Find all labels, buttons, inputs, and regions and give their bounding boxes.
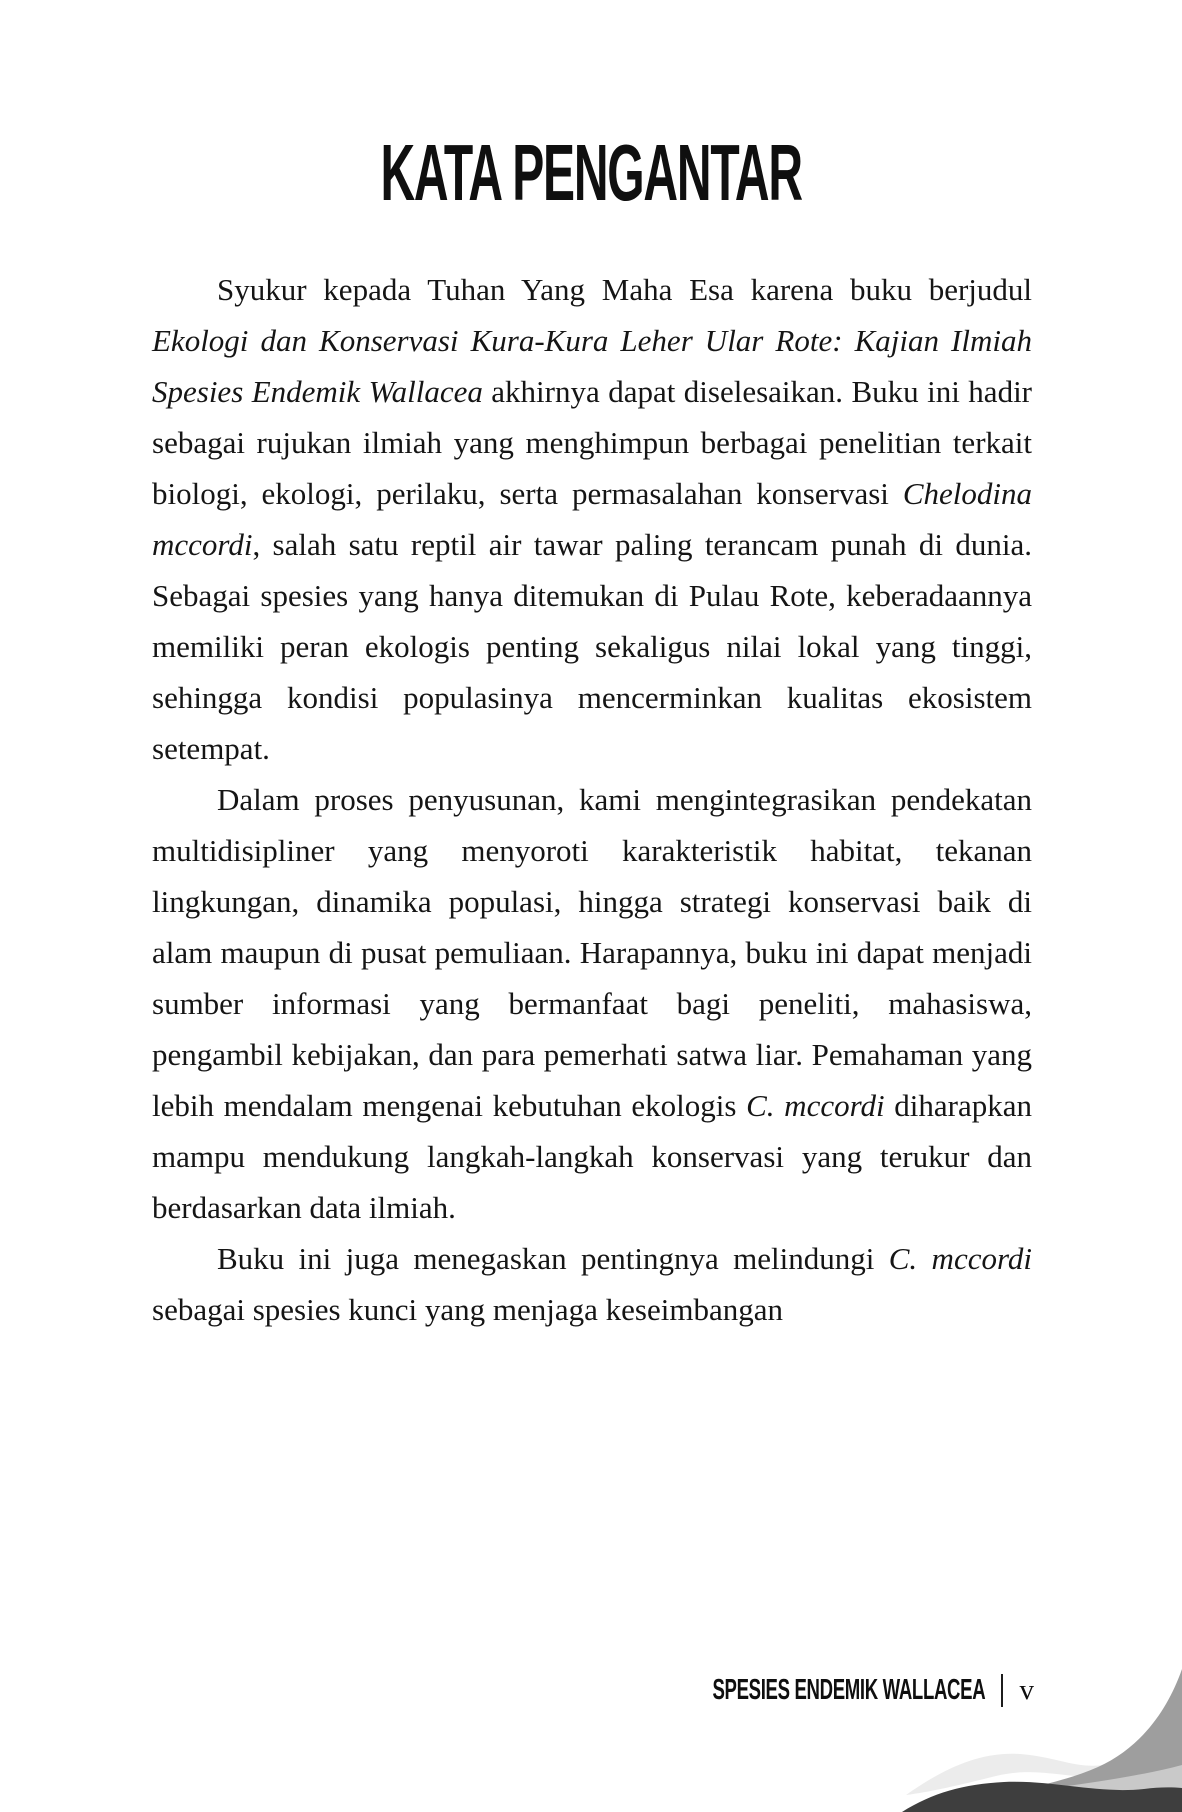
paragraph: Dalam proses penyusunan, kami mengintegrasikan pendekatan multidisipliner yang menyoroti karakteristik habitat, tekanan lingkungan, dinamika populasi, hingga strategi konservasi baik di alam maupun di pusat pemuliaan. Harapannya, buku ini dapat menjadi sumber informasi yang bermanfaat bagi peneliti, mahasiswa, pengambil kebijakan, dan para pemerhati satwa liar. Pemahaman yang lebih mendalam mengenai kebutuhan ekologis C. mccordi diharapkan mampu mendukung langkah-langkah konservasi yang terukur dan berdasarkan data ilmiah. — [152, 782, 1032, 1225]
preface-paragraphs — [152, 264, 1032, 1335]
paragraph: Buku ini juga menegaskan pentingnya melindungi C. mccordi sebagai spesies kunci yang menjaga keseimbangan — [152, 1241, 1032, 1327]
corner-wave-graphic — [892, 1667, 1182, 1812]
paragraph: Syukur kepada Tuhan Yang Maha Esa karena buku berjudul Ekologi dan Konservasi Kura-Kura Leher Ular Rote: Kajian Ilmiah Spesies Endemik Wallacea akhirnya dapat diselesaikan. Buku ini hadir sebagai rujukan ilmiah yang menghimpun berbagai penelitian terkait biologi, ekologi, perilaku, serta permasalahan konservasi Chelodina mccordi, salah satu reptil air tawar paling terancam punah di dunia. Sebagai spesies yang hanya ditemukan di Pulau Rote, keberadaannya memiliki peran ekologis penting sekaligus nilai lokal yang tinggi, sehingga kondisi populasinya mencerminkan kualitas ekosistem setempat. — [152, 272, 1032, 766]
page-title: KATA PENGANTAR — [380, 128, 802, 217]
footer-page-number: v — [1019, 1674, 1034, 1706]
footer-book-title: SPESIES ENDEMIK WALLACEA — [712, 1674, 986, 1706]
page-title-row — [0, 130, 1182, 216]
